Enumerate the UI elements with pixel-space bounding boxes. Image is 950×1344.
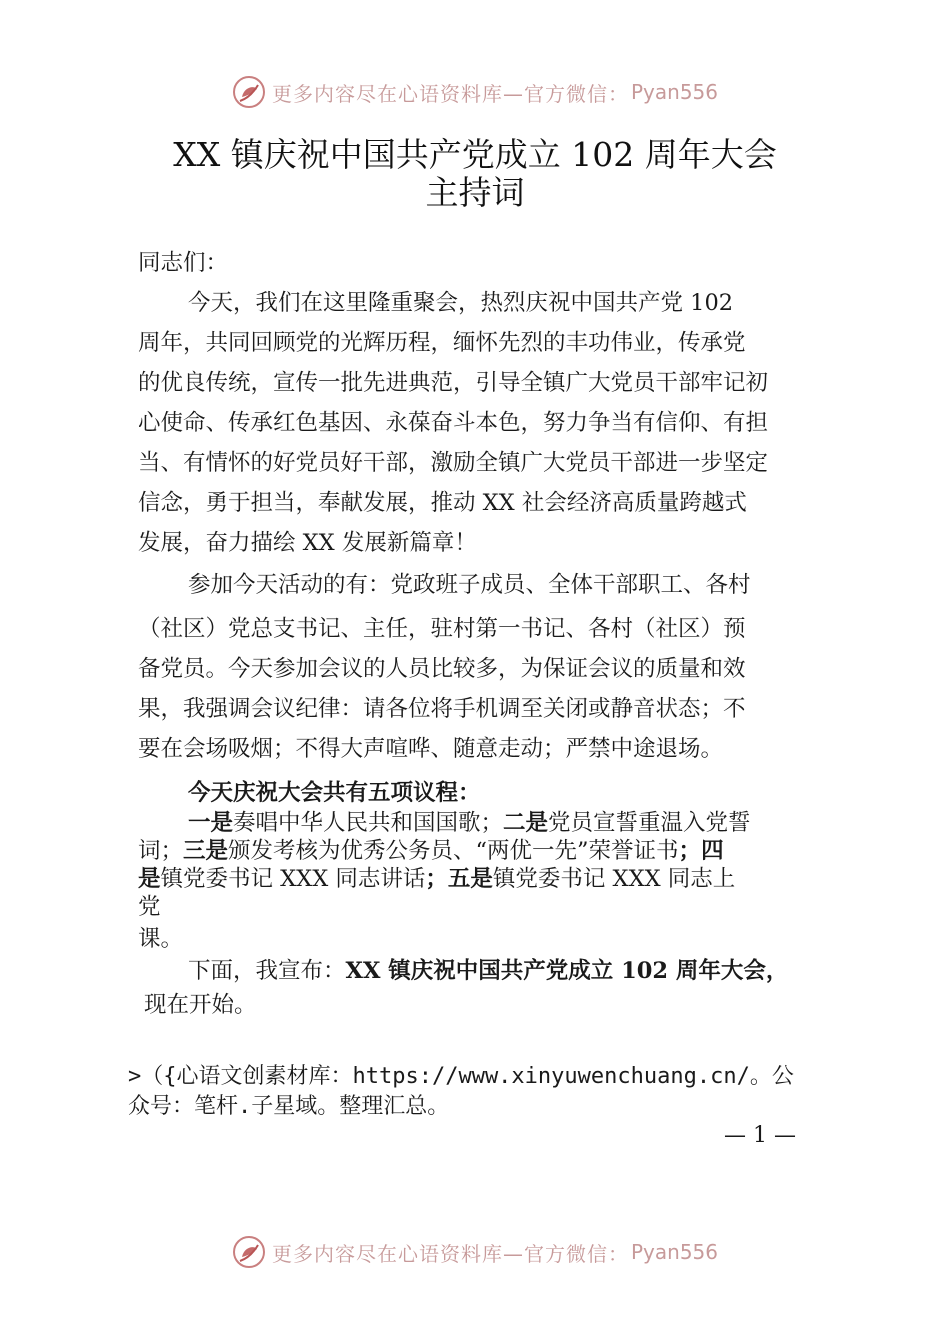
greeting: 同志们： bbox=[138, 250, 229, 276]
agenda-line bbox=[138, 864, 838, 894]
watermark-contact: Pyan556 bbox=[630, 80, 718, 104]
agenda-item-5-label: 五是 bbox=[447, 866, 493, 892]
paragraph-1-line: 信念，勇于担当，奉献发展，推动 XX 社会经济高质量跨越式 bbox=[138, 490, 747, 516]
agenda-item-4-label: 四 bbox=[701, 838, 724, 864]
agenda-item-4-label-end: 是 bbox=[138, 866, 161, 892]
agenda-item-2-text-end: 词； bbox=[138, 838, 184, 864]
agenda-item-4-text: 镇党委书记 XXX 同志讲话 bbox=[160, 866, 426, 892]
paragraph-1-line: 的优良传统，宣传一批先进典范，引导全镇广大党员干部牢记初 bbox=[138, 370, 769, 396]
agenda-item-1-label: 一是 bbox=[188, 810, 234, 836]
paragraph-2-line: 果，我强调会议纪律：请各位将手机调至关闭或静音状态；不 bbox=[138, 696, 746, 722]
announcement-bold: XX 镇庆祝中国共产党成立 102 周年大会， bbox=[345, 958, 789, 984]
watermark-text: 更多内容尽在心语资料库—官方微信： bbox=[271, 1241, 629, 1266]
paragraph-2-line: 要在会场吸烟；不得大声喧哗、随意走动；严禁中途退场。 bbox=[138, 736, 724, 762]
source-note-line-1: >（{心语文创素材库：https://www.xinyuwenchuang.cn/。公 bbox=[128, 1064, 794, 1089]
agenda-separator: ； bbox=[425, 866, 448, 892]
announcement-prefix: 下面，我宣布： bbox=[188, 958, 346, 984]
paragraph-1-line: 当、有情怀的好党员好干部，激励全镇广大党员干部进一步坚定 bbox=[138, 450, 769, 476]
watermark-text: 更多内容尽在心语资料库—官方微信： bbox=[271, 81, 629, 106]
paragraph-1-line: 周年，共同回顾党的光辉历程，缅怀先烈的丰功伟业，传承党 bbox=[138, 330, 746, 356]
agenda-line bbox=[138, 836, 838, 866]
agenda-line: 课。 bbox=[138, 926, 184, 952]
flower-logo-icon bbox=[232, 1235, 266, 1269]
paragraph-1-line: 发展，奋力描绘 XX 发展新篇章！ bbox=[138, 530, 477, 556]
watermark-footer bbox=[0, 1232, 950, 1272]
agenda-item-3-label: 三是 bbox=[183, 838, 229, 864]
agenda-line: 党 bbox=[138, 894, 161, 920]
paragraph-2-line: （社区）党总支书记、主任，驻村第一书记、各村（社区）预 bbox=[138, 616, 746, 642]
paragraph-2-line: 备党员。今天参加会议的人员比较多，为保证会议的质量和效 bbox=[138, 656, 746, 682]
watermark-header bbox=[0, 72, 950, 112]
agenda-item-3-text: 颁发考核为优秀公务员、“两优一先”荣誉证书 bbox=[228, 838, 679, 864]
paragraph-2-line: 参加今天活动的有：党政班子成员、全体干部职工、各村 bbox=[188, 572, 751, 598]
agenda-heading: 今天庆祝大会共有五项议程： bbox=[188, 780, 481, 806]
agenda-item-1-text: 奏唱中华人民共和国国歌； bbox=[233, 810, 504, 836]
page-number: — 1 — bbox=[724, 1123, 796, 1148]
watermark-contact: Pyan556 bbox=[630, 1240, 718, 1264]
paragraph-1-line: 心使命、传承红色基因、永葆奋斗本色，努力争当有信仰、有担 bbox=[138, 410, 769, 436]
flower-logo-icon bbox=[232, 75, 266, 109]
agenda-item-2-label: 二是 bbox=[503, 810, 549, 836]
document-title bbox=[0, 136, 950, 212]
source-note-line-2: 众号：笔杆.子星域。整理汇总。 bbox=[128, 1094, 450, 1119]
announcement-end: 现在开始。 bbox=[144, 992, 257, 1018]
title-line-2: 主持词 bbox=[425, 173, 525, 212]
title-line-1: XX 镇庆祝中国共产党成立 102 周年大会 bbox=[173, 135, 777, 174]
agenda-item-2-text: 党员宣誓重温入党誓 bbox=[548, 810, 751, 836]
agenda-item-5-text: 镇党委书记 XXX 同志上 bbox=[492, 866, 736, 892]
paragraph-1-line: 今天，我们在这里隆重聚会，热烈庆祝中国共产党 102 bbox=[188, 290, 734, 316]
agenda-separator: ； bbox=[678, 838, 702, 864]
announcement-line bbox=[188, 956, 888, 986]
agenda-line bbox=[188, 808, 888, 838]
